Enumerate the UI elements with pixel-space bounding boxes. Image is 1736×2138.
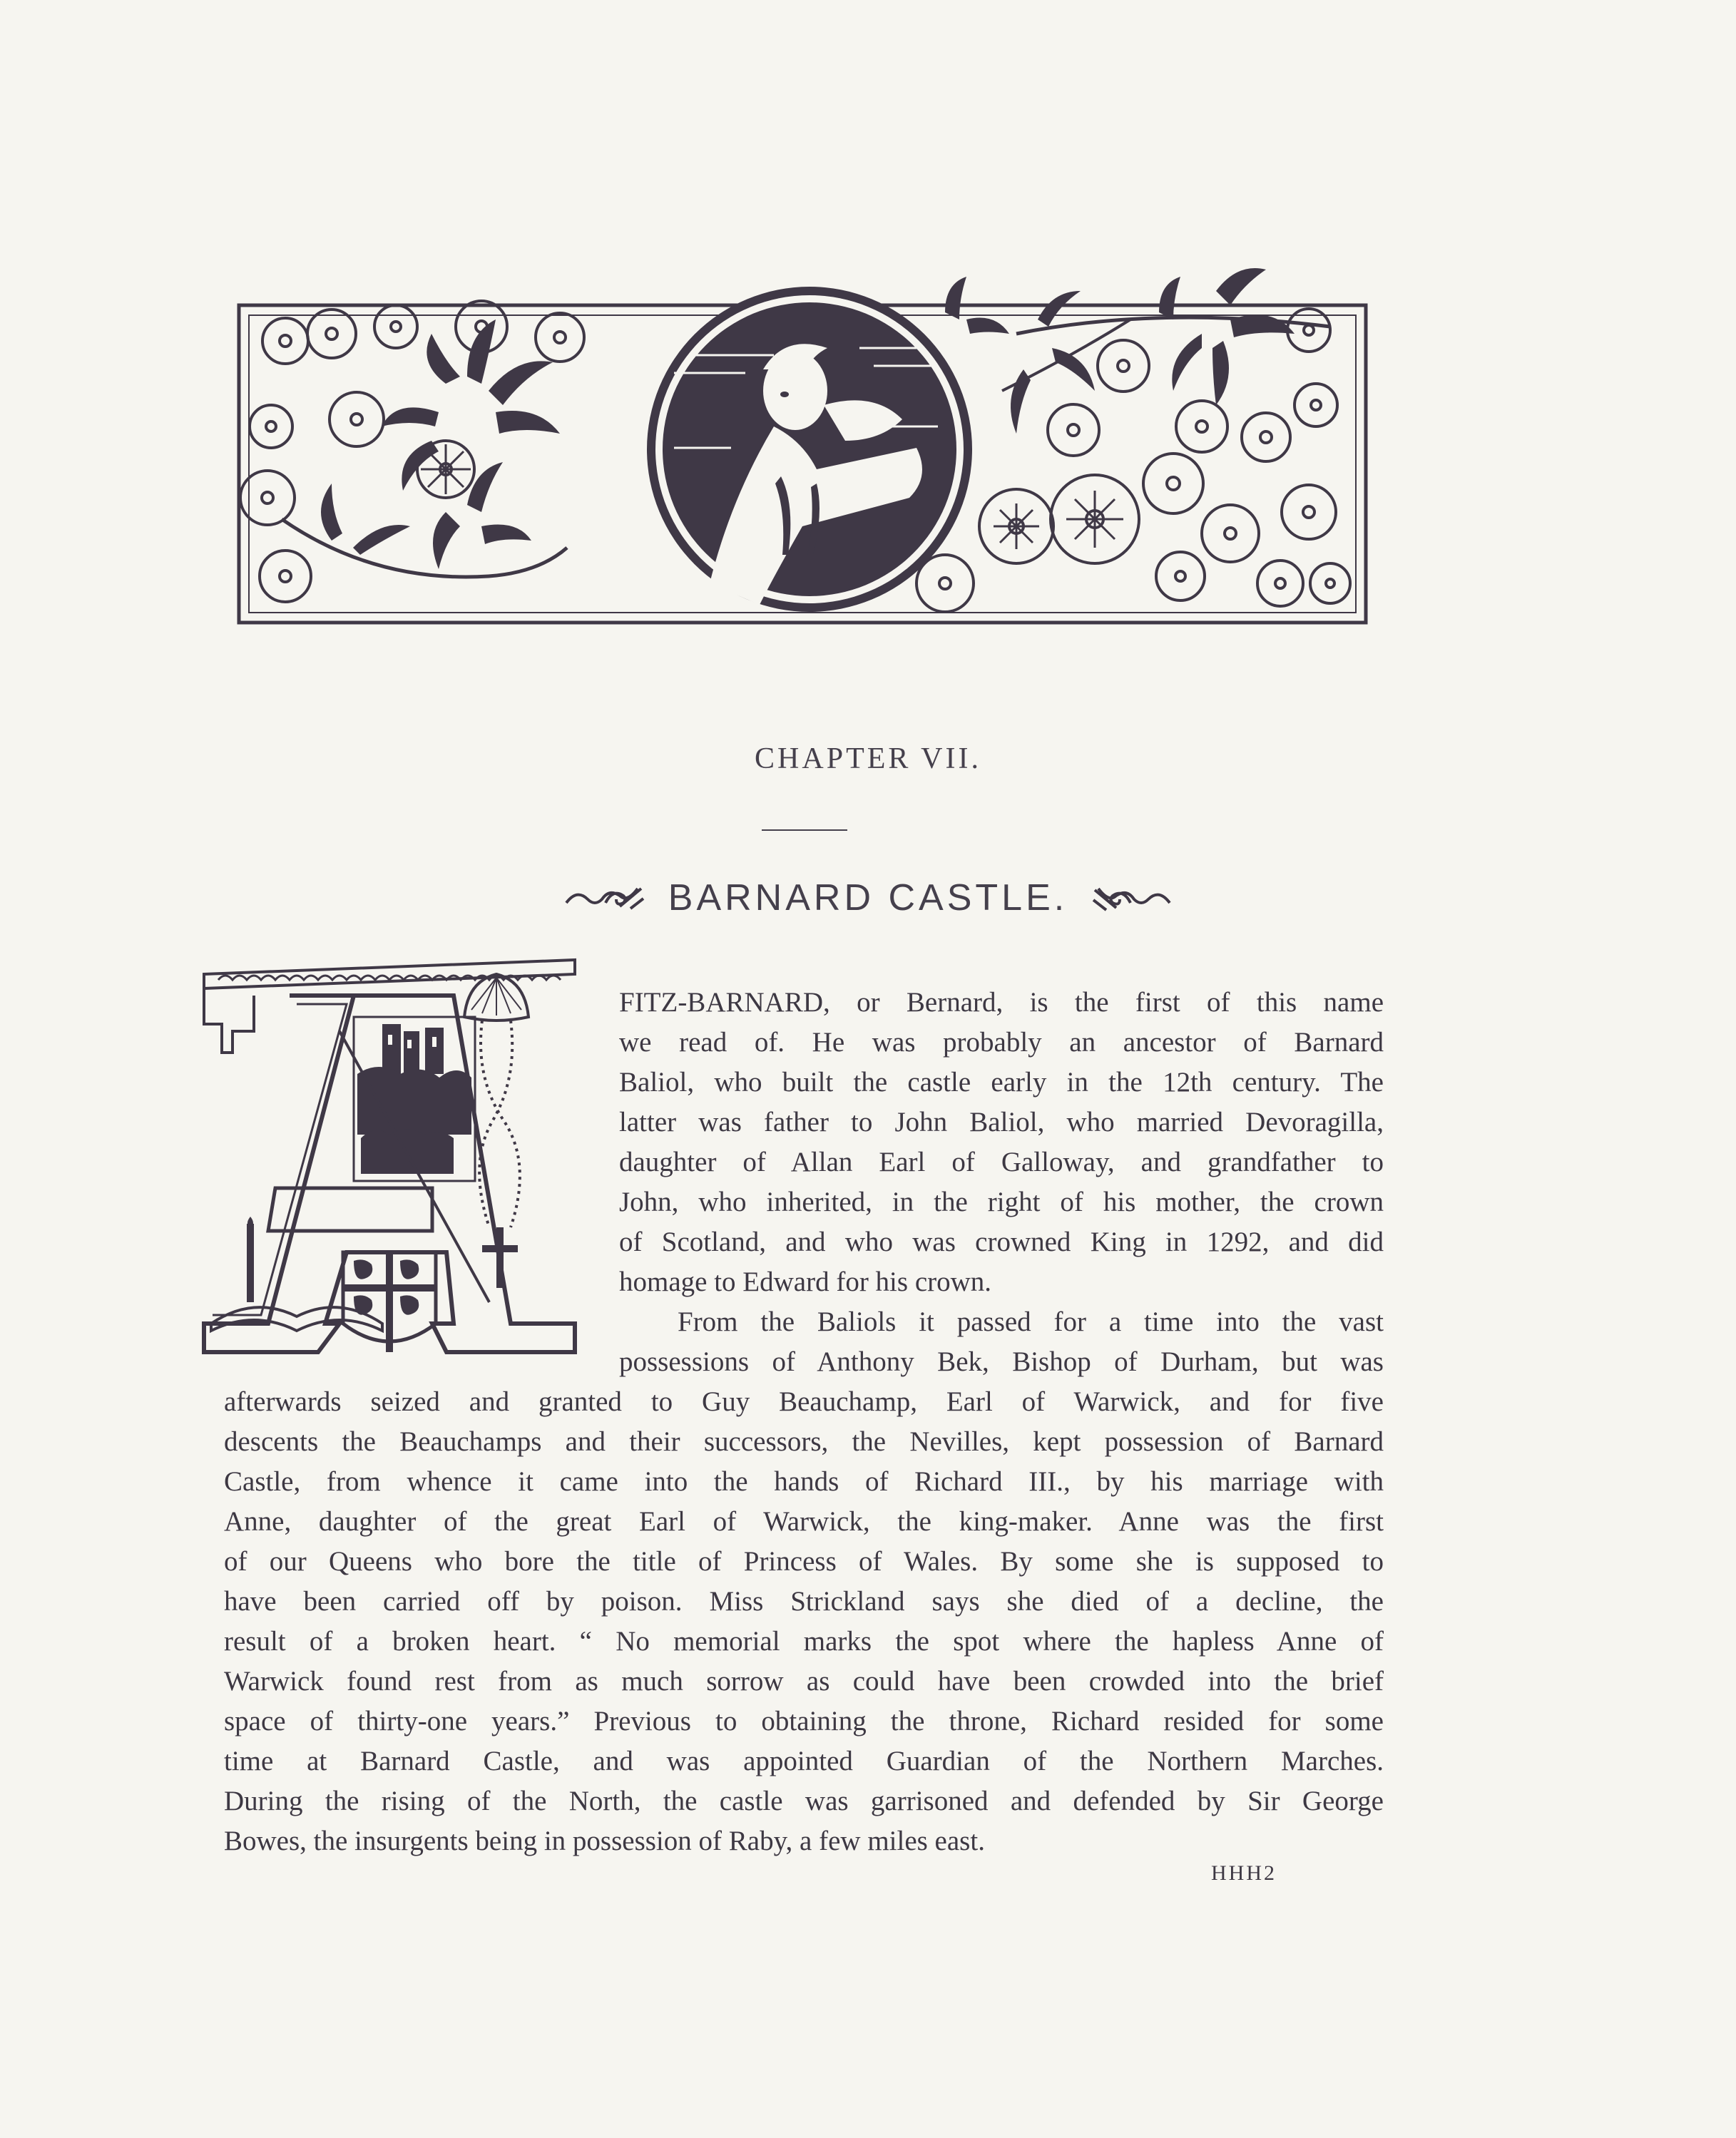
text-line: possessions of Anthony Bek, Bishop of Durham, but was — [619, 1346, 1384, 1377]
chapter-rule — [762, 829, 847, 831]
text-line: Bowes, the insurgents being in possession of Raby, a few miles east. — [224, 1826, 985, 1856]
text-line: daughter of Allan Earl of Galloway, and grandfather to — [619, 1147, 1384, 1177]
text-line: latter was father to John Baliol, who married Devoragilla, — [619, 1107, 1384, 1137]
floral-headpiece-illustration — [232, 248, 1377, 644]
text-line: afterwards seized and granted to Guy Beauchamp, Earl of Warwick, and for five — [224, 1386, 1384, 1417]
text-line: Warwick found rest from as much sorrow as could have been crowded into the brief — [224, 1666, 1384, 1697]
text-line: have been carried off by poison. Miss Strickland says she died of a decline, the — [224, 1586, 1384, 1617]
left-flourish-icon — [563, 881, 648, 914]
text-line: of Scotland, and who was crowned King in 1292, and did — [619, 1227, 1384, 1257]
text-line: Castle, from whence it came into the hands of Richard III., by his marriage with — [224, 1466, 1384, 1497]
text-line: descents the Beauchamps and their successors, the Nevilles, kept possession of Barnard — [224, 1426, 1384, 1457]
text-line: space of thirty-one years.” Previous to obtaining the throne, Richard resided for some — [224, 1706, 1384, 1737]
chapter-title: BARNARD CASTLE. — [668, 877, 1068, 919]
text-line: From the Baliols it passed for a time into the vast — [678, 1306, 1384, 1337]
text-line: Baliol, who built the castle early in the 12th century. The — [619, 1067, 1384, 1098]
text-line: result of a broken heart. “ No memorial marks the spot where the hapless Anne of — [224, 1626, 1384, 1657]
chapter-title-row — [0, 873, 1736, 923]
text-line: we read of. He was probably an ancestor of Barnard — [619, 1027, 1384, 1058]
text-line: homage to Edward for his crown. — [619, 1267, 992, 1297]
ornamental-initial-illustration — [190, 953, 588, 1361]
text-line: FITZ-BARNARD, or Bernard, is the first of this name — [619, 987, 1384, 1018]
text-line: During the rising of the North, the castle was garrisoned and defended by Sir George — [224, 1786, 1384, 1816]
signature-mark: HHH2 — [1211, 1861, 1277, 1885]
text-line: John, who inherited, in the right of his mother, the crown — [619, 1187, 1384, 1217]
chapter-heading: CHAPTER VII. — [755, 742, 981, 775]
text-line: Anne, daughter of the great Earl of Warwick, the king-maker. Anne was the first — [224, 1506, 1384, 1537]
text-line: time at Barnard Castle, and was appointed Guardian of the Northern Marches. — [224, 1746, 1384, 1776]
right-flourish-icon — [1088, 881, 1173, 914]
text-line: of our Queens who bore the title of Princess of Wales. By some she is supposed to — [224, 1546, 1384, 1577]
